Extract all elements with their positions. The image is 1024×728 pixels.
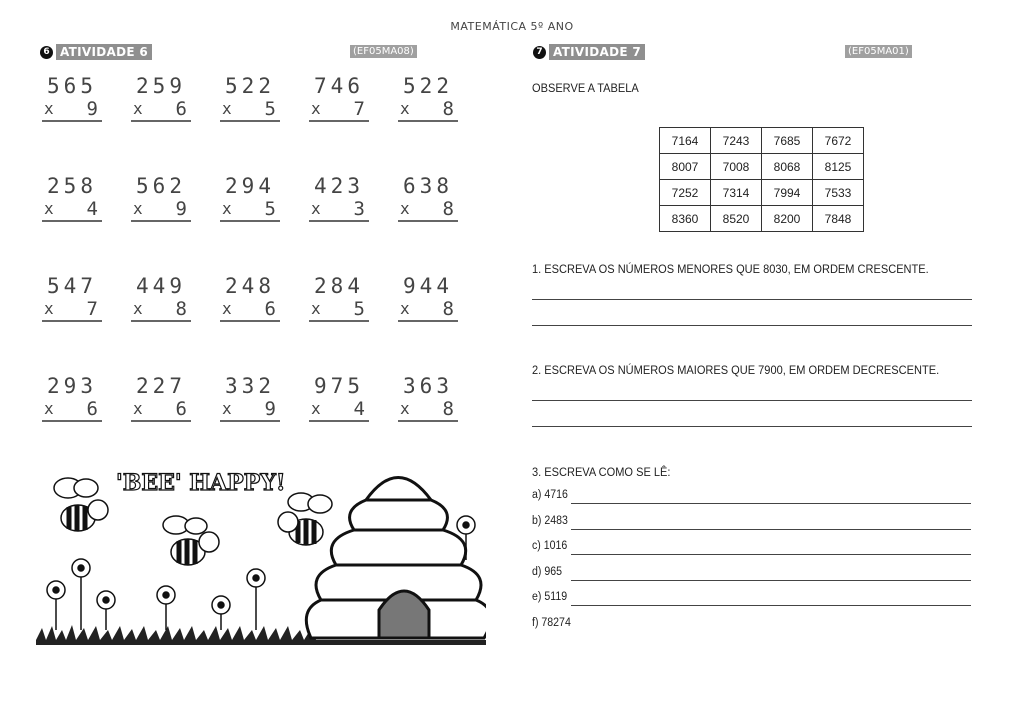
multiplier: 8 [442, 198, 454, 220]
multiplier-row [131, 298, 191, 322]
times-sign: x [222, 299, 232, 318]
times-sign: x [311, 199, 321, 218]
times-sign: x [311, 99, 321, 118]
multiplicand: 227 [136, 374, 186, 398]
multiplication-problem [309, 374, 369, 422]
multiplier: 5 [353, 298, 365, 320]
times-sign: x [133, 199, 143, 218]
multiplication-problem [42, 374, 102, 422]
table-row [660, 154, 864, 180]
multiplicand: 746 [314, 74, 364, 98]
multiplication-problem [398, 174, 458, 222]
multiplication-problem [398, 74, 458, 122]
times-sign: x [44, 399, 54, 418]
multiplication-problem [309, 174, 369, 222]
table-cell: 7672 [813, 128, 864, 154]
multiplier: 6 [175, 398, 187, 420]
page-title: MATEMÁTICA 5º ANO [450, 20, 574, 33]
multiplicand: 284 [314, 274, 364, 298]
multiplier-row [398, 98, 458, 122]
times-sign: x [133, 299, 143, 318]
multiplier: 8 [442, 398, 454, 420]
multiplier: 3 [353, 198, 365, 220]
multiplication-problem [309, 74, 369, 122]
activity-6-header [40, 44, 152, 60]
table-row [660, 180, 864, 206]
answer-line-q1-a[interactable] [532, 299, 972, 300]
times-sign: x [44, 99, 54, 118]
activity-6-label: ATIVIDADE 6 [56, 44, 152, 60]
multiplier: 5 [264, 198, 276, 220]
multiplier-row [42, 98, 102, 122]
reading-item-answer-line[interactable] [571, 529, 971, 530]
multiplicand: 294 [225, 174, 275, 198]
reading-item-answer-line[interactable] [571, 503, 971, 504]
answer-line-q2-a[interactable] [532, 400, 972, 401]
table-cell: 8200 [762, 206, 813, 232]
multiplication-problem [131, 174, 191, 222]
times-sign: x [311, 299, 321, 318]
reading-item-answer-line[interactable] [571, 580, 971, 581]
table-cell: 8360 [660, 206, 711, 232]
times-sign: x [133, 399, 143, 418]
reading-item-label: e) 5119 [532, 591, 568, 603]
multiplier-row [309, 398, 369, 422]
multiplicand: 293 [47, 374, 97, 398]
multiplication-problem [309, 274, 369, 322]
multiplier-row [131, 98, 191, 122]
times-sign: x [44, 299, 54, 318]
bee-happy-text: 'BEE' HAPPY! [116, 470, 286, 496]
reading-item-label: c) 1016 [532, 540, 568, 552]
multiplicand: 638 [403, 174, 453, 198]
multiplier: 8 [442, 298, 454, 320]
times-sign: x [400, 199, 410, 218]
reading-item-answer-line[interactable] [571, 605, 971, 606]
activity-6-number-badge: 6 [40, 46, 53, 59]
table-row [660, 206, 864, 232]
table-cell: 8125 [813, 154, 864, 180]
multiplication-problem [42, 74, 102, 122]
multiplicand: 248 [225, 274, 275, 298]
multiplicand: 423 [314, 174, 364, 198]
bee-happy-illustration [36, 460, 486, 645]
multiplicand: 522 [225, 74, 275, 98]
multiplication-problem [220, 174, 280, 222]
activity-7-number-badge: 7 [533, 46, 546, 59]
multiplier-row [398, 198, 458, 222]
multiplication-problem [220, 274, 280, 322]
question-2: 2. ESCREVA OS NÚMEROS MAIORES QUE 7900, EM ORDEM DECRESCENTE. [532, 363, 940, 377]
activity-7-header [533, 44, 645, 60]
multiplier: 6 [264, 298, 276, 320]
table-cell: 8520 [711, 206, 762, 232]
multiplier: 4 [353, 398, 365, 420]
answer-line-q1-b[interactable] [532, 325, 972, 326]
multiplicand: 547 [47, 274, 97, 298]
multiplication-problem [131, 374, 191, 422]
multiplication-problem [220, 74, 280, 122]
multiplier: 7 [86, 298, 98, 320]
times-sign: x [44, 199, 54, 218]
multiplicand: 565 [47, 74, 97, 98]
reading-item-label: b) 2483 [532, 514, 568, 527]
instruction-text: OBSERVE A TABELA [532, 81, 639, 95]
multiplier: 8 [175, 298, 187, 320]
table-cell: 7685 [762, 128, 813, 154]
multiplier-row [398, 398, 458, 422]
reading-item-answer-line[interactable] [571, 554, 971, 555]
multiplicand: 332 [225, 374, 275, 398]
times-sign: x [222, 199, 232, 218]
multiplication-problem [42, 274, 102, 322]
reading-item-label: f) 78274 [532, 616, 571, 629]
multiplier-row [309, 198, 369, 222]
multiplication-problem [131, 74, 191, 122]
multiplicand: 975 [314, 374, 364, 398]
reading-item-label: a) 4716 [532, 489, 568, 501]
multiplier-row [131, 198, 191, 222]
multiplier: 4 [86, 198, 98, 220]
times-sign: x [222, 399, 232, 418]
multiplicand: 562 [136, 174, 186, 198]
times-sign: x [400, 99, 410, 118]
table-cell: 7164 [660, 128, 711, 154]
multiplicand: 259 [136, 74, 186, 98]
question-3: 3. ESCREVA COMO SE LÊ: [532, 465, 671, 479]
table-cell: 7008 [711, 154, 762, 180]
table-cell: 7533 [813, 180, 864, 206]
multiplier-row [309, 298, 369, 322]
table-cell: 7252 [660, 180, 711, 206]
reading-item-label: d) 965 [532, 565, 563, 578]
multiplier: 7 [353, 98, 365, 120]
times-sign: x [400, 399, 410, 418]
multiplication-problem [398, 374, 458, 422]
multiplier-row [42, 298, 102, 322]
multiplier-row [309, 98, 369, 122]
activity-7-label: ATIVIDADE 7 [549, 44, 645, 60]
times-sign: x [222, 99, 232, 118]
table-cell: 8068 [762, 154, 813, 180]
multiplier-row [131, 398, 191, 422]
times-sign: x [400, 299, 410, 318]
activity-7-code: (EF05MA01) [845, 45, 912, 58]
multiplicand: 258 [47, 174, 97, 198]
multiplier-row [42, 398, 102, 422]
multiplication-problem [220, 374, 280, 422]
multiplier: 9 [264, 398, 276, 420]
table-cell: 7243 [711, 128, 762, 154]
multiplication-problem [398, 274, 458, 322]
activity-6-code: (EF05MA08) [350, 45, 417, 58]
multiplier: 5 [264, 98, 276, 120]
question-1: 1. ESCREVA OS NÚMEROS MENORES QUE 8030, EM ORDEM CRESCENTE. [532, 262, 929, 276]
table-cell: 7314 [711, 180, 762, 206]
multiplier: 6 [175, 98, 187, 120]
multiplier-row [220, 198, 280, 222]
multiplication-problem [42, 174, 102, 222]
multiplier-row [220, 298, 280, 322]
multiplier: 9 [175, 198, 187, 220]
answer-line-q2-b[interactable] [532, 426, 972, 427]
times-sign: x [133, 99, 143, 118]
table-cell: 7848 [813, 206, 864, 232]
multiplier-row [42, 198, 102, 222]
multiplier: 6 [86, 398, 98, 420]
multiplication-problem [131, 274, 191, 322]
multiplier-row [398, 298, 458, 322]
times-sign: x [311, 399, 321, 418]
multiplicand: 449 [136, 274, 186, 298]
multiplier: 8 [442, 98, 454, 120]
multiplicand: 944 [403, 274, 453, 298]
table-cell: 7994 [762, 180, 813, 206]
multiplier-row [220, 398, 280, 422]
multiplicand: 522 [403, 74, 453, 98]
table-row [660, 128, 864, 154]
table-cell: 8007 [660, 154, 711, 180]
multiplier-row [220, 98, 280, 122]
multiplier: 9 [86, 98, 98, 120]
number-table [659, 127, 864, 232]
multiplicand: 363 [403, 374, 453, 398]
